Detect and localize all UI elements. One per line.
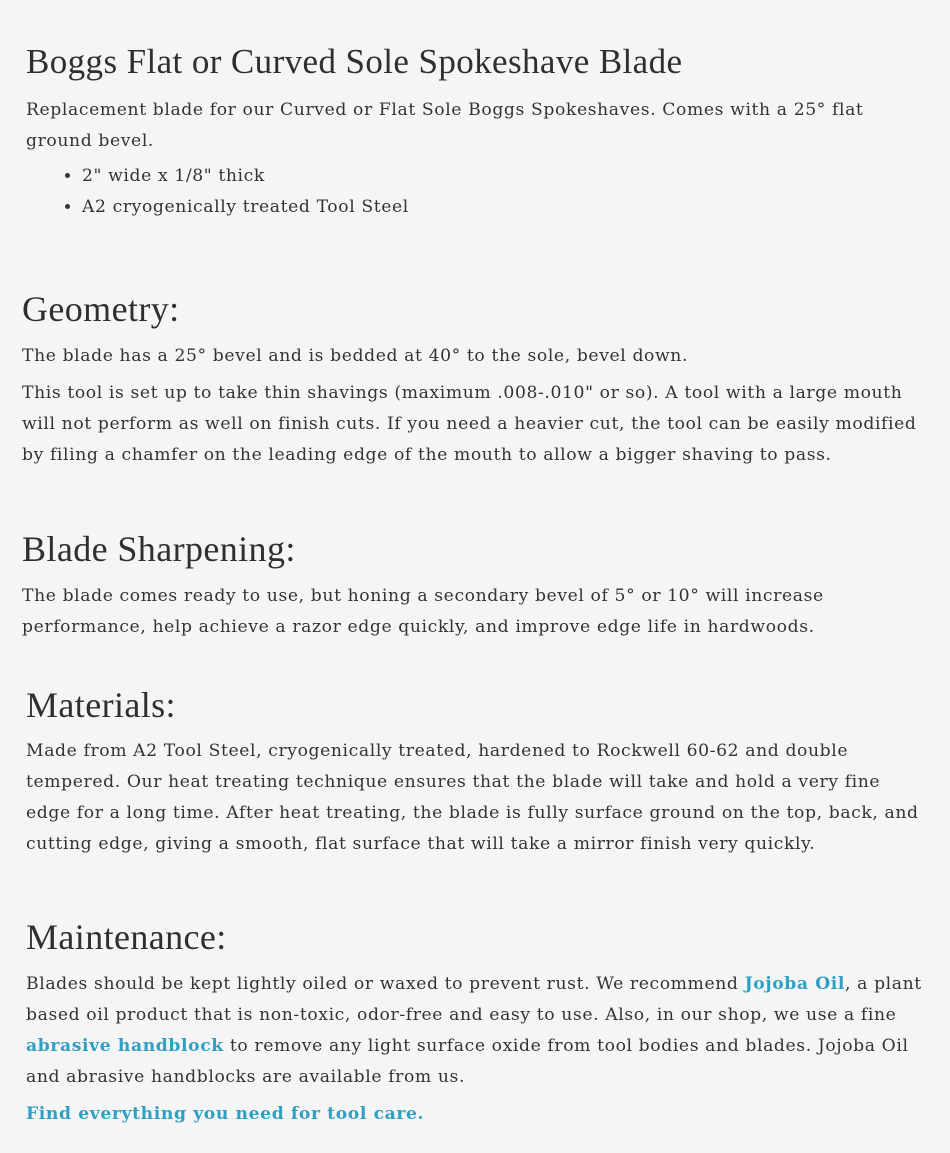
page-title: Boggs Flat or Curved Sole Spokeshave Blade: [26, 42, 683, 81]
geometry-heading: Geometry:: [22, 289, 180, 329]
sharpening-heading: Blade Sharpening:: [22, 529, 296, 569]
geometry-paragraph-2: This tool is set up to take thin shavings (maximum .008-.010" or so). A tool with a large mouth will not perform as well on finish cuts. If you need a heavier cut, the tool can be easily modified by filing a chamfer on the leading edge of the mouth to allow a bigger shaving to pass.: [22, 383, 917, 465]
materials-heading: Materials:: [26, 685, 176, 725]
tool-care-paragraph: [26, 1099, 922, 1130]
geometry-block: [22, 341, 922, 471]
tool-care-link[interactable]: Find everything you need for tool care.: [26, 1104, 425, 1124]
spec-list-item: • 2" wide x 1/8" thick: [82, 161, 916, 192]
materials-paragraph: Made from A2 Tool Steel, cryogenically treated, hardened to Rockwell 60-62 and double tempered. Our heat treating technique ensures that the blade will take and hold a very fine edge for a long time. After heat treating, the blade is fully surface ground on the top, back, and cutting edge, giving a smooth, flat surface that will take a mirror finish very quickly.: [26, 741, 919, 854]
maintenance-heading: Maintenance:: [26, 917, 227, 957]
spec-list-item: • A2 cryogenically treated Tool Steel: [82, 192, 916, 223]
maintenance-block: [26, 969, 922, 1130]
jojoba-oil-link[interactable]: Jojoba Oil: [744, 974, 846, 994]
intro-block: [26, 95, 916, 223]
maintenance-paragraph: [26, 969, 922, 1093]
geometry-paragraph-1: The blade has a 25° bevel and is bedded at 40° to the sole, bevel down.: [22, 346, 689, 366]
spec-list: [26, 161, 916, 223]
sharpening-paragraph: The blade comes ready to use, but honing a secondary bevel of 5° or 10° will increase performance, help achieve a razor edge quickly, and improve edge life in hardwoods.: [22, 586, 824, 637]
materials-block: [26, 736, 924, 860]
maintenance-text-3: to remove any light surface oxide from tool bodies and blades. Jojoba Oil and abrasive handblocks are available from us.: [26, 1036, 909, 1087]
intro-paragraph: Replacement blade for our Curved or Flat Sole Boggs Spokeshaves. Comes with a 25° flat ground bevel.: [26, 100, 864, 151]
abrasive-handblock-link[interactable]: abrasive handblock: [26, 1036, 224, 1056]
sharpening-block: [22, 581, 912, 643]
maintenance-text-1: Blades should be kept lightly oiled or waxed to prevent rust. We recommend: [26, 974, 745, 994]
maintenance-text-2: , a plant based oil product that is non-toxic, odor-free and easy to use. Also, in our shop, we use a fine: [26, 974, 922, 1025]
